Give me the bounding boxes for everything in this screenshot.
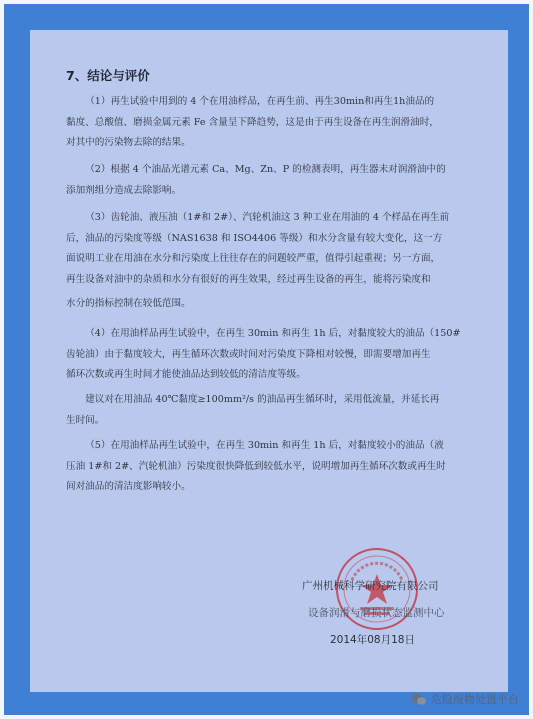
text-line: （5）在用油样品再生试验中，在再生 30min 和再生 1h 后，对黏度较小的油品（液 <box>85 440 444 451</box>
page-frame <box>4 4 529 715</box>
text-line: （4）在用油样品再生试验中，在再生 30min 和再生 1h 后，对黏度较大的油品（150# <box>85 328 461 339</box>
paragraph-4 <box>66 324 478 386</box>
signature-dept: 设备润滑与磨损状态监测中心 <box>308 607 445 619</box>
text-line: 添加剂组分造成去除影响。 <box>66 184 182 196</box>
paragraph-5 <box>66 390 478 431</box>
paragraph-2 <box>66 160 478 201</box>
text-line: 面说明工业在用油在水分和污染度上往往存在的问题较严重，值得引起重视；另一方面， <box>66 253 441 264</box>
text-line: 循环次数或再生时间才能使油品达到较低的清洁度等级。 <box>66 369 306 380</box>
text-line: 对其中的污染物去除的结果。 <box>66 137 191 148</box>
text-line: 压油 1#和 2#、汽轮机油）污染度很快降低到较低水平，说明增加再生循环次数或再生时 <box>66 460 446 472</box>
wechat-icon <box>411 693 427 706</box>
text-line: （2）根据 4 个油品光谱元素 Ca、Mg、Zn、P 的检测表明，再生器未对润滑油中的 <box>85 164 446 175</box>
signature-org: 广州机械科学研究院有限公司 <box>302 580 439 592</box>
text-line: 黏度、总酸值、磨损金属元素 Fe 含量呈下降趋势，这是由于再生设备在再生润滑油时， <box>66 116 439 128</box>
signature-date: 2014年08月18日 <box>330 634 415 646</box>
section-heading: 7、结论与评价 <box>66 68 150 83</box>
text-line: 水分的指标控制在较低范围。 <box>66 298 191 309</box>
text-line: 齿轮油）由于黏度较大，再生循环次数或时间对污染度下降相对较慢，即需要增加再生 <box>66 348 431 360</box>
text-line: 后，油品的污染度等级（NAS1638 和 ISO4406 等级）和水分含量有较大变化，这一方 <box>66 232 443 244</box>
text-line: （3）齿轮油、液压油（1#和 2#）、汽轮机油这 3 种工业在用油的 4 个样品在再生前 <box>85 212 450 223</box>
text-line: 生时间。 <box>66 414 105 426</box>
watermark-text: 危险废物处置平台 <box>431 693 519 706</box>
paragraph-1 <box>66 92 478 154</box>
paragraph-3 <box>66 208 478 315</box>
text-line: 间对油品的清洁度影响较小。 <box>66 481 191 492</box>
text-line: 建议对在用油品 40℃黏度≥100mm²/s 的油品再生循环时，采用低流量，并延长再 <box>85 394 440 405</box>
text-line: （1）再生试验中用到的 4 个在用油样品，在再生前、再生30min和再生1h油品的 <box>85 96 435 107</box>
text-line: 再生设备对油中的杂质和水分有很好的再生效果，经过再生设备的再生，能将污染度和 <box>66 273 431 285</box>
watermark <box>411 691 519 707</box>
document-page <box>30 30 508 692</box>
paragraph-6 <box>66 436 478 498</box>
